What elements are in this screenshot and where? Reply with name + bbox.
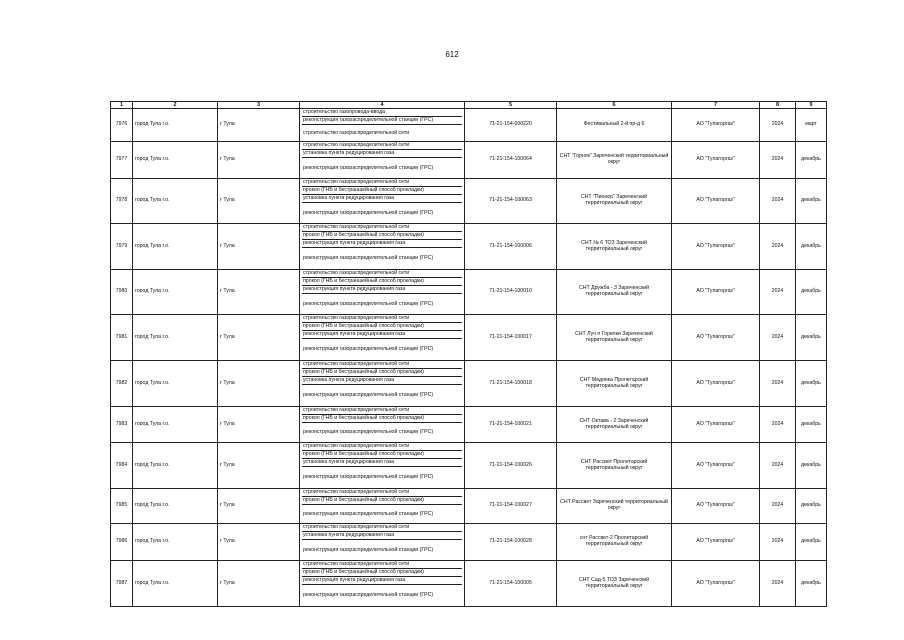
header-cell: 2 <box>133 102 218 109</box>
header-row <box>111 102 827 109</box>
work-list <box>300 109 465 142</box>
month-cell: декабрь <box>796 270 827 315</box>
work-item: реконструкция газораспределительной станции (ГРС) <box>303 255 434 262</box>
city-cell: г Тула <box>218 315 300 361</box>
organization-cell: АО "Тулагоргаз" <box>672 407 760 443</box>
city-cell: г Тула <box>218 407 300 443</box>
work-item: прокол (ГНБ и бестраншейный способ прокладки) <box>302 187 462 195</box>
year-cell: 2024 <box>760 561 796 607</box>
work-item: реконструкция пункта редуцирования газа <box>302 577 462 585</box>
month-cell: декабрь <box>796 489 827 524</box>
table-row <box>111 142 827 179</box>
work-item: прокол (ГНБ и бестраншейный способ прокладки) <box>302 323 462 331</box>
object-code: 71-21-154-100005 <box>465 561 557 607</box>
city-cell: г Тула <box>218 179 300 224</box>
row-number: 7978 <box>111 179 133 224</box>
work-item: строительство газораспределительной сети <box>302 315 462 323</box>
work-item: строительство газораспределительной сети <box>302 224 462 232</box>
work-item: строительство газораспределительной сети <box>302 407 462 415</box>
work-item: строительство газораспределительной сети <box>302 489 462 497</box>
city-cell: г Тула <box>218 270 300 315</box>
object-code: 71-21-154-100063 <box>465 179 557 224</box>
work-item: реконструкция газораспределительной станции (ГРС) <box>303 346 434 353</box>
gasification-table <box>110 101 827 607</box>
work-item: прокол (ГНБ и бестраншейный способ прокладки) <box>302 569 462 577</box>
month-cell: декабрь <box>796 561 827 607</box>
work-item: реконструкция пункта редуцирования газа <box>302 286 462 294</box>
work-item: прокол (ГНБ и бестраншейный способ прокладки) <box>302 451 462 459</box>
work-item: реконструкция газораспределительной станции (ГРС) <box>303 547 434 554</box>
work-list <box>300 361 465 407</box>
location-cell: СНТ Медянка Пролетарский территориальный округ <box>557 361 672 407</box>
work-item: строительство газораспределительной сети <box>302 142 462 150</box>
header-cell: 7 <box>672 102 760 109</box>
work-list <box>300 407 465 443</box>
work-item: реконструкция пункта редуцирования газа <box>302 240 462 248</box>
work-item: реконструкция газораспределительной станции (ГРС) <box>303 392 434 399</box>
object-code: 71-21-154-100017 <box>465 315 557 361</box>
city-cell: г Тула <box>218 361 300 407</box>
work-item: строительство газораспределительной сети <box>302 561 462 569</box>
organization-cell: АО "Тулагоргаз" <box>672 179 760 224</box>
year-cell: 2024 <box>760 142 796 179</box>
year-cell: 2024 <box>760 315 796 361</box>
city-cell: г Тула <box>218 489 300 524</box>
work-item: строительство газораспределительной сети <box>302 443 462 451</box>
location-cell: СНТ Октава - 2 Зареченский территориальный округ <box>557 407 672 443</box>
year-cell: 2024 <box>760 361 796 407</box>
table-row <box>111 561 827 607</box>
table-row <box>111 270 827 315</box>
work-item: установка пункта редуцирования газа <box>302 532 462 540</box>
work-item: установка пункта редуцирования газа <box>302 377 462 385</box>
district-cell: город Тула г.о. <box>133 109 218 142</box>
work-item: прокол (ГНБ и бестраншейный способ прокладки) <box>302 415 462 423</box>
row-number: 7983 <box>111 407 133 443</box>
table-row <box>111 489 827 524</box>
object-code: 71-21-154-100027 <box>465 489 557 524</box>
work-list <box>300 443 465 489</box>
district-cell: город Тула г.о. <box>133 361 218 407</box>
header-cell: 8 <box>760 102 796 109</box>
city-cell: г Тула <box>218 524 300 561</box>
work-item: реконструкция газораспределительной станции (ГРС) <box>303 592 434 599</box>
work-list <box>300 270 465 315</box>
work-list <box>300 224 465 270</box>
row-number: 7976 <box>111 109 133 142</box>
location-cell: Фестивальный 2-й пр-д 6 <box>557 109 672 142</box>
district-cell: город Тула г.о. <box>133 524 218 561</box>
organization-cell: АО "Тулагоргаз" <box>672 561 760 607</box>
work-item: установка пункта редуцирования газа <box>302 195 462 203</box>
month-cell: декабрь <box>796 142 827 179</box>
table-row <box>111 315 827 361</box>
object-code: 71-21-154-100026 <box>465 443 557 489</box>
year-cell: 2024 <box>760 443 796 489</box>
table-row <box>111 443 827 489</box>
work-list <box>300 561 465 607</box>
page-number: 612 <box>445 50 459 59</box>
organization-cell: АО "Тулагоргаз" <box>672 361 760 407</box>
header-cell: 9 <box>796 102 827 109</box>
month-cell: декабрь <box>796 315 827 361</box>
object-code: 71-21-154-100064 <box>465 142 557 179</box>
header-cell: 6 <box>557 102 672 109</box>
year-cell: 2024 <box>760 224 796 270</box>
district-cell: город Тула г.о. <box>133 561 218 607</box>
year-cell: 2024 <box>760 524 796 561</box>
row-number: 7979 <box>111 224 133 270</box>
table-row <box>111 224 827 270</box>
object-code: 71-21-154-100006 <box>465 224 557 270</box>
district-cell: город Тула г.о. <box>133 407 218 443</box>
object-code: 71-21-154-100018 <box>465 361 557 407</box>
month-cell: декабрь <box>796 224 827 270</box>
organization-cell: АО "Тулагоргаз" <box>672 443 760 489</box>
object-code: 71-21-154-000220 <box>465 109 557 142</box>
location-cell: СНТ Луч п Горелки Зареченский территориальный округ <box>557 315 672 361</box>
work-item: реконструкция газораспределительной станции (ГРС) <box>303 301 434 308</box>
year-cell: 2024 <box>760 179 796 224</box>
city-cell: г Тула <box>218 224 300 270</box>
header-cell: 4 <box>300 102 465 109</box>
city-cell: г Тула <box>218 561 300 607</box>
row-number: 7984 <box>111 443 133 489</box>
row-number: 7987 <box>111 561 133 607</box>
row-number: 7981 <box>111 315 133 361</box>
object-code: 71-21-154-100028 <box>465 524 557 561</box>
organization-cell: АО "Тулагоргаз" <box>672 224 760 270</box>
organization-cell: АО "Тулагоргаз" <box>672 270 760 315</box>
object-code: 71-21-154-100010 <box>465 270 557 315</box>
district-cell: город Тула г.о. <box>133 179 218 224</box>
location-cell: СНТ Дружба - 3 Зареченский территориальный округ <box>557 270 672 315</box>
work-item: прокол (ГНБ и бестраншейный способ прокладки) <box>302 232 462 240</box>
work-item: строительство газопровода-ввода <box>302 109 462 117</box>
work-list <box>300 489 465 524</box>
row-number: 7986 <box>111 524 133 561</box>
work-list <box>300 524 465 561</box>
row-number: 7982 <box>111 361 133 407</box>
month-cell: декабрь <box>796 524 827 561</box>
table-row <box>111 361 827 407</box>
work-item: реконструкция газораспределительной станции (ГРС) <box>303 429 434 436</box>
month-cell: декабрь <box>796 179 827 224</box>
district-cell: город Тула г.о. <box>133 270 218 315</box>
work-item: реконструкция газораспределительной станции (ГРС) <box>302 117 462 125</box>
location-cell: СНТ Сад-5 ТОЗ Зареченский территориальный округ <box>557 561 672 607</box>
year-cell: 2024 <box>760 407 796 443</box>
month-cell: декабрь <box>796 407 827 443</box>
city-cell: г Тула <box>218 142 300 179</box>
location-cell: СНТ "Горняк" Зареченский территориальный округ <box>557 142 672 179</box>
header-cell: 5 <box>465 102 557 109</box>
organization-cell: АО "Тулагоргаз" <box>672 524 760 561</box>
month-cell: декабрь <box>796 443 827 489</box>
work-item: строительство газораспределительной сети <box>302 524 462 532</box>
month-cell: март <box>796 109 827 142</box>
location-cell: СНТ "Пионер" Зареченский территориальный округ <box>557 179 672 224</box>
work-item: реконструкция пункта редуцирования газа <box>302 331 462 339</box>
work-item: реконструкция газораспределительной станции (ГРС) <box>303 165 434 172</box>
organization-cell: АО "Тулагоргаз" <box>672 489 760 524</box>
header-cell: 1 <box>111 102 133 109</box>
district-cell: город Тула г.о. <box>133 489 218 524</box>
year-cell: 2024 <box>760 489 796 524</box>
work-item: прокол (ГНБ и бестраншейный способ прокладки) <box>302 497 462 505</box>
year-cell: 2024 <box>760 109 796 142</box>
object-code: 71-21-154-100021 <box>465 407 557 443</box>
work-item: строительство газораспределительной сети <box>302 361 462 369</box>
work-item: установка пункта редуцирования газа <box>302 150 462 158</box>
district-cell: город Тула г.о. <box>133 142 218 179</box>
work-item: реконструкция газораспределительной станции (ГРС) <box>303 511 434 518</box>
location-cell: СНТ № 6 ТОЗ Зареченский территориальный округ <box>557 224 672 270</box>
district-cell: город Тула г.о. <box>133 224 218 270</box>
row-number: 7977 <box>111 142 133 179</box>
year-cell: 2024 <box>760 270 796 315</box>
work-item: строительство газораспределительной сети <box>302 179 462 187</box>
location-cell: снт Рассвет-2 Пролетарский территориальный округ <box>557 524 672 561</box>
work-item: строительство газораспределительной сети <box>303 130 410 137</box>
city-cell: г Тула <box>218 109 300 142</box>
location-cell: СНТ Рассвет Пролетарский территориальный округ <box>557 443 672 489</box>
work-item: установка пункта редуцирования газа <box>302 459 462 467</box>
work-item: строительство газораспределительной сети <box>302 270 462 278</box>
work-list <box>300 142 465 179</box>
organization-cell: АО "Тулагоргаз" <box>672 109 760 142</box>
row-number: 7985 <box>111 489 133 524</box>
work-list <box>300 179 465 224</box>
work-item: реконструкция газораспределительной станции (ГРС) <box>303 210 434 217</box>
table-row <box>111 407 827 443</box>
organization-cell: АО "Тулагоргаз" <box>672 142 760 179</box>
month-cell: декабрь <box>796 361 827 407</box>
row-number: 7980 <box>111 270 133 315</box>
work-item: прокол (ГНБ и бестраншейный способ прокладки) <box>302 369 462 377</box>
header-cell: 3 <box>218 102 300 109</box>
district-cell: город Тула г.о. <box>133 315 218 361</box>
work-item: реконструкция газораспределительной станции (ГРС) <box>303 474 434 481</box>
district-cell: город Тула г.о. <box>133 443 218 489</box>
city-cell: г Тула <box>218 443 300 489</box>
table-row <box>111 179 827 224</box>
work-item: прокол (ГНБ и бестраншейный способ прокладки) <box>302 278 462 286</box>
table-row <box>111 109 827 142</box>
table-row <box>111 524 827 561</box>
organization-cell: АО "Тулагоргаз" <box>672 315 760 361</box>
work-list <box>300 315 465 361</box>
location-cell: СНТ Рассвет Зареченский территориальный округ <box>557 489 672 524</box>
